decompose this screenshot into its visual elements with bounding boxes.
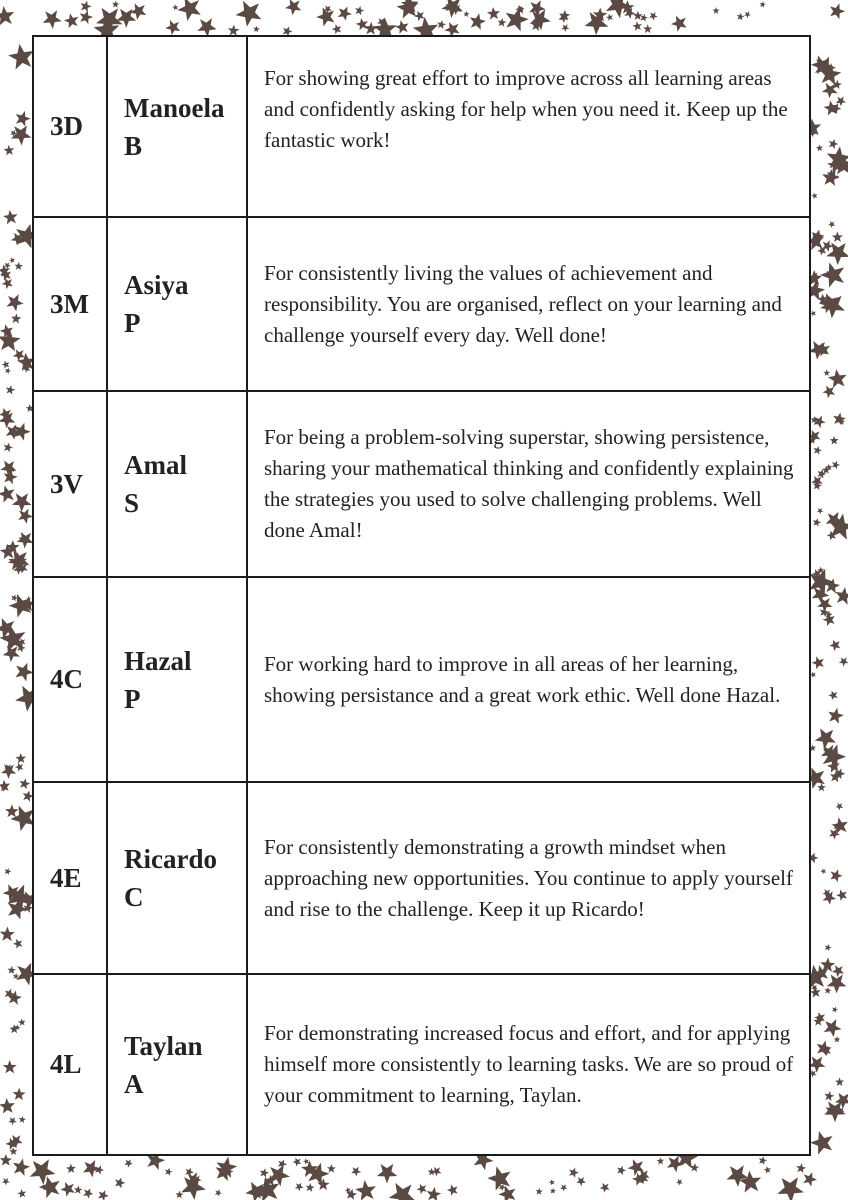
star-icon [81,1186,95,1200]
awards-table [32,35,811,1156]
star-icon [821,168,840,186]
star-icon [14,262,23,271]
star-icon [12,1087,25,1100]
star-icon [7,966,16,974]
student-name-cell [107,577,247,782]
star-icon [827,219,837,229]
star-icon [812,445,822,455]
star-icon [605,12,615,22]
star-icon [12,936,26,950]
star-icon [639,13,648,22]
student-last-initial: C [124,882,144,912]
star-icon [283,0,306,17]
star-icon [575,1174,588,1187]
star-icon [712,6,721,15]
star-icon [446,1182,461,1198]
star-icon [811,191,819,200]
star-icon [0,926,15,941]
star-icon [497,17,507,27]
star-icon [2,1058,19,1076]
star-icon [828,867,844,883]
student-name-cell [107,36,247,217]
star-icon [305,1182,315,1192]
star-icon [736,12,745,20]
star-icon [763,1165,773,1175]
star-icon [535,1187,543,1195]
star-icon [11,1156,32,1176]
star-icon [643,24,652,33]
star-icon [827,688,840,701]
star-icon [834,1036,841,1042]
star-icon [25,1153,60,1187]
star-icon [335,4,354,22]
star-icon [18,1115,26,1123]
star-icon [345,1188,358,1200]
class-cell: 3M [33,217,107,391]
star-icon [828,637,843,652]
comment-cell: For consistently demonstrating a growth mindset when approaching new opportunities. You continue to apply yourself and rise to the challenge. Keep it up Ricardo! [247,782,810,974]
star-icon [354,5,365,16]
star-icon [62,11,82,31]
star-icon [633,11,643,20]
star-icon [3,143,17,157]
star-icon [826,366,848,391]
student-last-initial: S [124,488,140,518]
star-icon [831,1005,839,1013]
star-icon [549,1187,556,1194]
award-row [33,577,810,782]
star-icon [3,867,12,876]
star-icon [827,1,847,20]
star-icon [39,5,65,31]
star-icon [743,10,752,19]
star-icon [758,1155,768,1165]
star-icon [11,313,22,324]
star-icon [436,19,447,29]
class-cell: 3D [33,36,107,217]
star-icon [350,1164,363,1177]
star-icon [353,1177,380,1200]
comment-cell: For consistently living the values of achievement and responsibility. You are organised, reflect on your learning and challenge yourself every day. Well done! [247,217,810,391]
star-icon [214,1188,224,1197]
star-icon [486,5,503,22]
star-icon [17,1017,27,1027]
student-first-name: Manoela [124,92,225,123]
star-icon [560,22,571,33]
star-icon [826,706,845,724]
star-icon [2,208,21,227]
star-icon [816,506,825,515]
star-icon [632,20,645,33]
star-icon [834,801,845,812]
star-icon [815,143,824,152]
star-icon [821,1015,845,1038]
student-name-cell [107,217,247,391]
star-icon [78,9,95,25]
comment-cell: For demonstrating increased focus and effort, and for applying himself more consistently to learning tasks. We are so proud of your commitment to learning, Taylan. [247,974,810,1155]
star-icon [331,22,344,35]
student-name-cell [107,391,247,577]
star-icon [394,18,412,37]
comment-cell: For working hard to improve in all areas of her learning, showing persistance and a great work ethic. Well done Hazal. [247,577,810,782]
star-icon [616,1164,628,1175]
star-icon [9,1023,21,1035]
star-icon [485,1161,518,1194]
star-icon [8,256,16,264]
star-icon [113,1176,127,1189]
star-icon [834,586,848,606]
star-icon [385,1176,421,1200]
star-icon [4,290,27,313]
star-icon [259,1167,270,1178]
star-icon [425,1186,442,1200]
star-icon [112,0,120,8]
student-last-initial: B [124,130,143,161]
class-cell: 4E [33,782,107,974]
star-icon [648,10,660,21]
star-icon [13,109,32,128]
student-last-initial: P [124,308,141,338]
student-name-cell [107,974,247,1155]
student-first-name: Taylan [124,1030,203,1061]
star-icon [801,1170,819,1188]
star-icon [73,1185,82,1194]
star-icon [810,654,828,672]
star-icon [598,1180,612,1194]
star-icon [837,654,848,667]
star-icon [773,1170,809,1200]
star-icon [548,1178,556,1186]
student-last-initial: A [124,1068,144,1099]
star-icon [291,1155,303,1167]
star-icon [656,1156,666,1166]
student-first-name: Asiya [124,270,189,300]
star-icon [232,0,268,30]
star-icon [79,0,93,13]
star-icon [374,1158,402,1186]
star-icon [123,1157,134,1168]
star-icon [164,1167,174,1176]
award-row [33,217,810,391]
star-icon [823,1090,835,1102]
class-cell: 3V [33,391,107,577]
star-icon [823,369,831,378]
star-icon [177,1169,210,1200]
star-icon [834,1076,845,1088]
star-icon [835,887,848,903]
star-icon [669,12,691,34]
award-row [33,782,810,974]
comment-cell: For being a problem-solving superstar, showing persistence, sharing your mathematical thinking and confidently explaining the strategies you used to solve challenging problems. Well done Amal! [247,391,810,577]
star-icon [808,1126,840,1158]
star-icon [327,1164,336,1173]
star-icon [18,777,31,790]
award-row [33,36,810,217]
star-icon [7,1115,18,1126]
star-icon [293,1181,305,1193]
student-first-name: Ricardo [124,844,217,874]
star-icon [438,0,468,21]
comment-cell: For showing great effort to improve across all learning areas and confidently asking for help when you need it. Keep up the fantastic work! [247,36,810,217]
star-icon [814,1038,833,1056]
star-icon [820,867,828,875]
star-icon [253,25,261,32]
star-icon [817,289,844,316]
class-cell: 4C [33,577,107,782]
star-icon [96,1188,110,1200]
star-icon [463,10,470,17]
star-icon [831,230,845,244]
star-icon [1,1176,12,1186]
star-icon [759,1,766,8]
star-icon [675,1177,684,1186]
star-icon [832,411,847,426]
star-icon [0,1154,12,1166]
student-first-name: Amal [124,450,187,480]
star-icon [2,441,14,452]
star-icon [830,459,841,469]
star-icon [415,1181,429,1195]
star-icon [0,760,20,781]
star-icon [557,10,571,24]
star-icon [812,517,822,527]
star-icon [5,384,16,395]
student-name-cell [107,782,247,974]
star-icon [813,1010,828,1025]
star-icon [795,1162,806,1173]
class-cell: 4L [33,974,107,1155]
star-icon [15,752,28,766]
star-icon [5,804,19,817]
student-first-name: Hazal [124,645,192,676]
star-icon [827,138,839,150]
award-row [33,391,810,577]
star-icon [0,3,18,29]
star-icon [824,987,832,995]
star-icon [817,783,826,792]
star-icon [0,778,13,794]
star-icon [559,1182,569,1192]
star-icon [567,1166,580,1178]
star-icon [829,435,840,446]
star-icon [17,1188,29,1200]
star-icon [1,359,12,370]
student-last-initial: P [124,683,141,714]
award-row [33,974,810,1155]
star-icon [65,1162,77,1175]
star-icon [824,943,833,951]
